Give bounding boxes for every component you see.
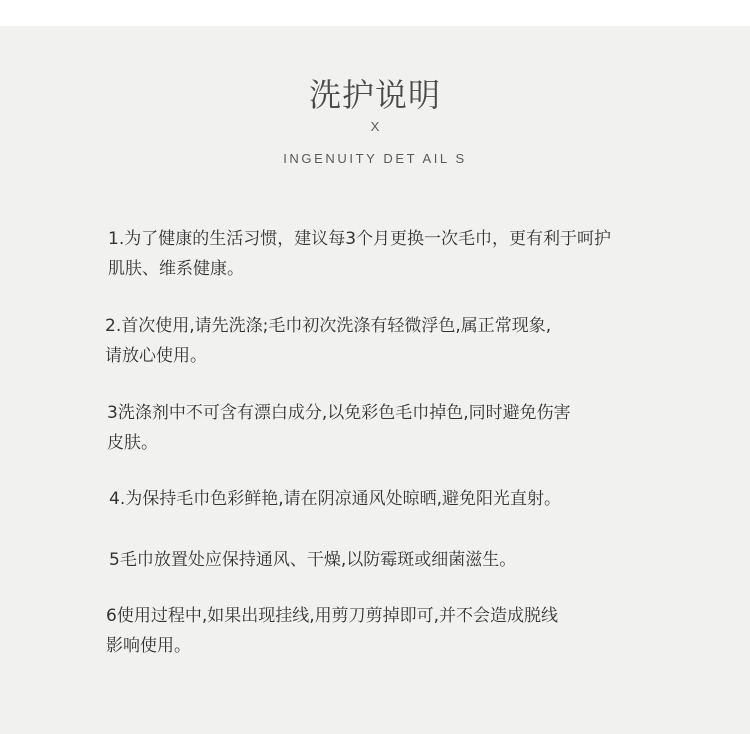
instruction-line: 6使用过程中,如果出现挂线,用剪刀剪掉即可,并不会造成脱线 — [106, 606, 559, 626]
page-title: 洗护说明 — [308, 76, 441, 114]
instruction-line: 1.为了健康的生活习惯，建议每3个月更换一次毛巾，更有利于呵护 — [108, 229, 612, 249]
instruction-item-4 — [109, 484, 561, 514]
instruction-line: 影响使用。 — [106, 636, 191, 656]
instruction-line: 5毛巾放置处应保持通风、干燥,以防霉斑或细菌滋生。 — [109, 550, 517, 570]
instruction-line: 2.首次使用,请先洗涤;毛巾初次洗涤有轻微浮色,属正常现象, — [105, 316, 552, 336]
instruction-line: 肌肤、维系健康。 — [108, 259, 244, 279]
title-x-mark: X — [370, 119, 380, 134]
instruction-line: 4.为保持毛巾色彩鲜艳,请在阴凉通风处晾晒,避免阳光直射。 — [109, 489, 562, 509]
instruction-item-1 — [108, 224, 611, 284]
instruction-item-6 — [106, 601, 558, 661]
instruction-item-2 — [105, 311, 551, 371]
instruction-line: 3洗涤剂中不可含有漂白成分,以免彩色毛巾掉色,同时避免伤害 — [107, 403, 571, 423]
page-subtitle: INGENUITY DET AIL S — [283, 151, 467, 166]
instruction-item-3 — [107, 398, 571, 458]
instruction-line: 请放心使用。 — [105, 346, 207, 366]
instruction-line: 皮肤。 — [107, 433, 158, 453]
instruction-item-5 — [109, 545, 516, 575]
